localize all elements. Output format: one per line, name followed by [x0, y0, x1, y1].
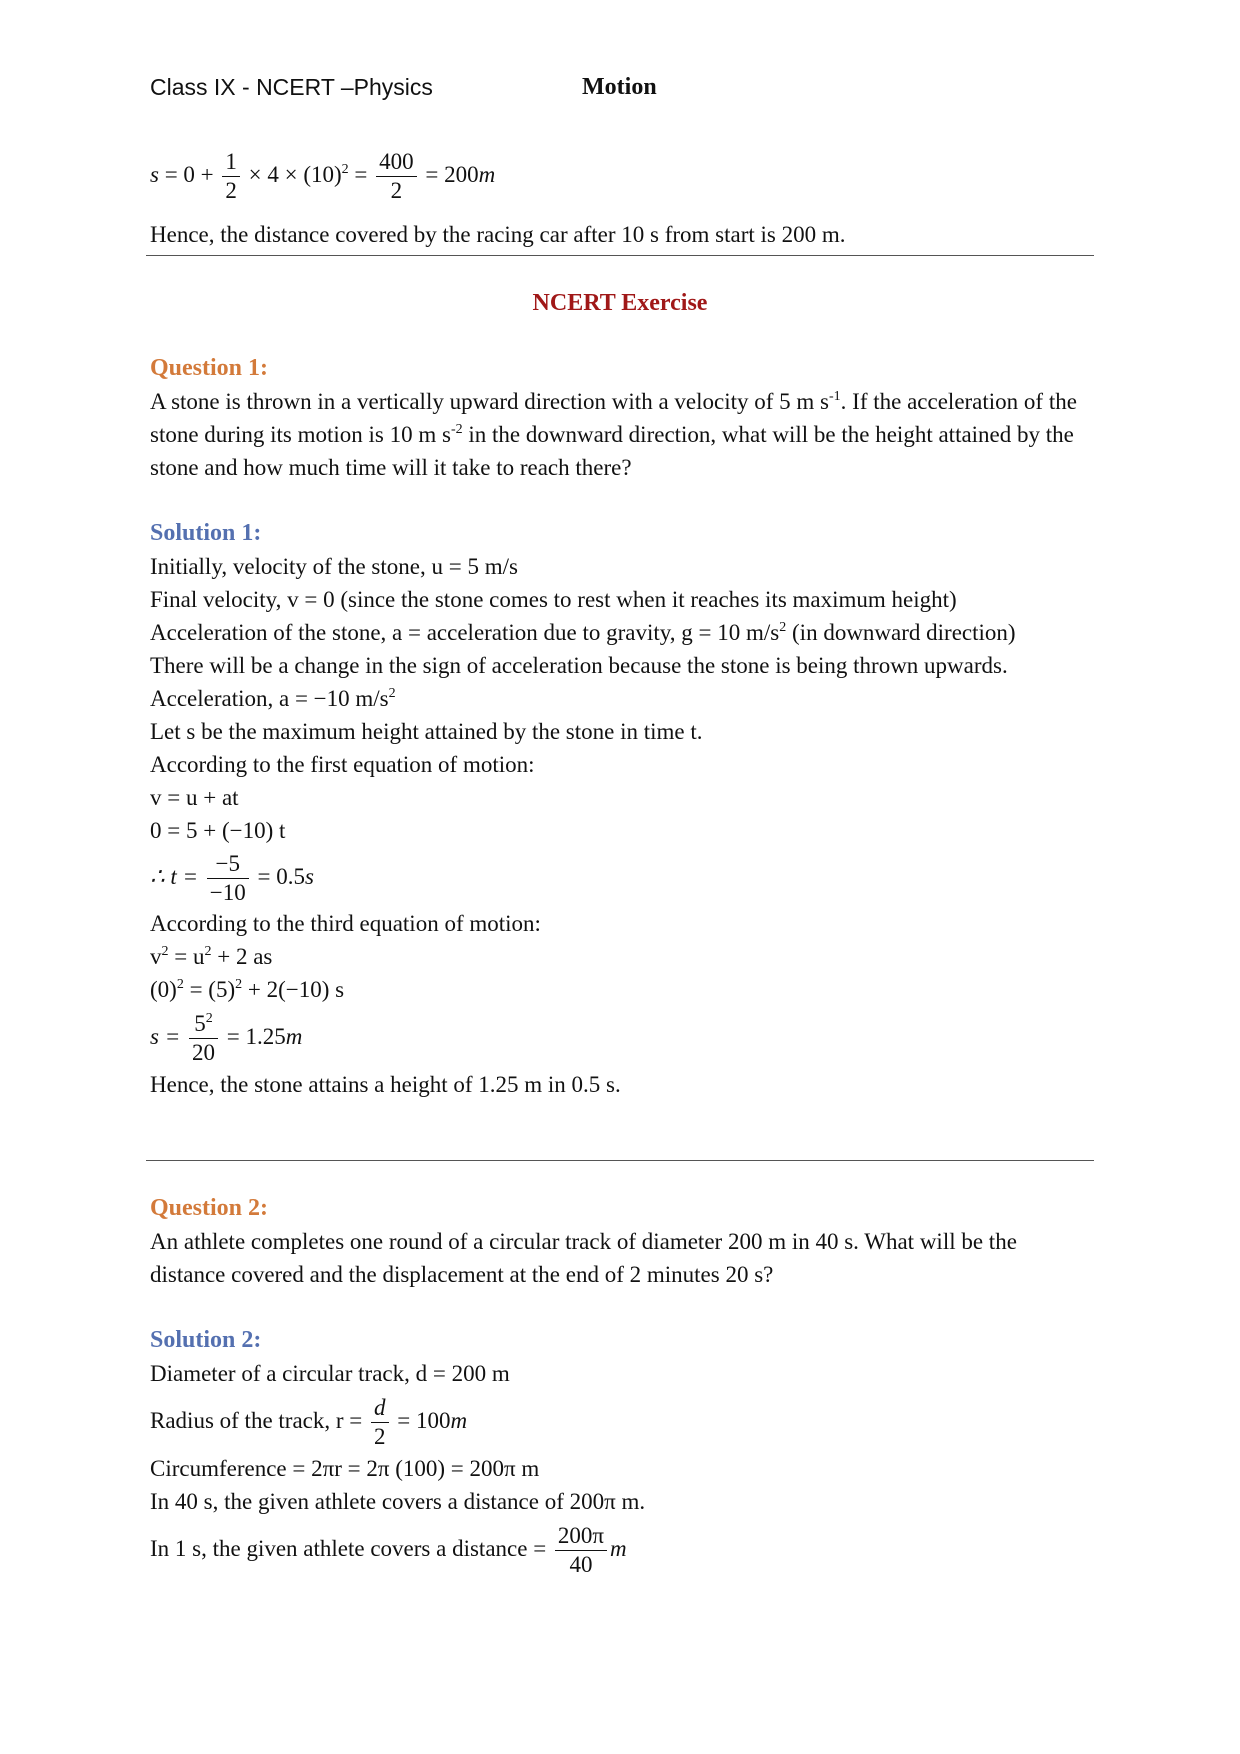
solution-line: $(0)^2 = (5)^2 + 2(-10)$ s: [150, 977, 345, 1003]
solution-line: Final velocity, v = 0 (since the stone comes to rest when it reaches its maximum height): [150, 587, 957, 612]
fraction-distance: $\frac{200\pi}{40}$: [555, 1522, 607, 1579]
solution-line: According to the first equation of motion:: [150, 752, 535, 777]
solution-2: [150, 1324, 1095, 1580]
solution-1: [150, 517, 1095, 1101]
solution-line: 0 = 5 + (−10) t: [150, 818, 286, 843]
eq-lhs: s: [150, 161, 159, 187]
divider: [146, 1160, 1094, 1161]
eq-result: = 200: [425, 161, 479, 187]
eq-part: × 4 × (10): [248, 161, 342, 187]
eq-part: = 0 +: [164, 161, 214, 187]
question-2-heading: Question 2:: [150, 1195, 269, 1221]
height-equation: s = $\frac{5^2}{20}$ = 1.25m: [150, 1011, 303, 1066]
question-1-text: A stone is thrown in a vertically upward direction with a velocity of 5 m $s^{-1}$. If the acceleration of the stone during its motion is 10 m $s^{-2}$ in the downward direction, what will be the height attained by the stone and how much time will it take to reach there?: [150, 389, 1077, 480]
solution-line: Initially, velocity of the stone, u = 5 m/s: [150, 554, 518, 579]
fraction-half: $\frac{1}{2}$: [222, 148, 240, 205]
solution-line: Circumference = 2πr = 2π (100) = 200π m: [150, 1456, 540, 1481]
solution-line: v = u + at: [150, 785, 239, 810]
fraction-height: $\frac{5^2}{20}$: [189, 1010, 218, 1067]
solution-line: According to the third equation of motion:: [150, 911, 541, 937]
solution-2-heading: Solution 2:: [150, 1327, 262, 1353]
header-chapter-title: Motion: [582, 74, 657, 100]
divider: [146, 255, 1094, 256]
header-class-label: Class IX - NCERT –Physics: [150, 74, 433, 100]
solution-1-conclusion: Hence, the stone attains a height of 1.25 m in 0.5 s.: [150, 1072, 621, 1098]
solution-line: $v^2 = u^2 + 2$ as: [150, 944, 273, 970]
section-title: NCERT Exercise: [532, 290, 708, 316]
time-equation: ∴ t = $\frac{-5}{-10}$ = 0.5s: [150, 851, 314, 906]
top-conclusion-block: [150, 218, 1095, 251]
solution-line: There will be a change in the sign of acceleration because the stone is being thrown upwards.: [150, 653, 1008, 678]
distance-per-second-equation: In 1 s, the given athlete covers a distance = $\frac{200\pi}{40}$ m: [150, 1523, 627, 1578]
solution-line: Acceleration, a = −10 $m/s^2$: [150, 686, 396, 711]
fraction-radius: $\frac{d}{2}$: [371, 1394, 389, 1451]
fraction-400-2: $\frac{400}{2}$: [376, 148, 417, 205]
top-conclusion: Hence, the distance covered by the racing car after 10 s from start is 200 m.: [150, 222, 846, 247]
question-2: [150, 1192, 1095, 1291]
solution-line: Diameter of a circular track, d = 200 m: [150, 1361, 510, 1386]
question-1-heading: Question 1:: [150, 355, 269, 381]
solution-1-heading: Solution 1:: [150, 520, 262, 546]
question-2-text: An athlete completes one round of a circular track of diameter 200 m in 40 s. What will be the distance covered and the displacement at the end of 2 minutes 20 s?: [150, 1229, 1017, 1287]
solution-line: Acceleration of the stone, a = acceleration due to gravity, g = 10 $m/s^2$ (in downward direction): [150, 620, 1016, 645]
fraction-time: $\frac{-5}{-10}$: [207, 850, 249, 907]
top-equation: s = 0 + $\frac{1}{2}$ × $4 \times (10)^2$ = $\frac{400}{2}$ = 200m: [150, 149, 496, 203]
eq-part: =: [354, 161, 368, 187]
solution-line: Let s be the maximum height attained by the stone in time t.: [150, 719, 703, 744]
question-1: [150, 352, 1095, 484]
radius-equation: Radius of the track, r = $\frac{d}{2}$ = 100m: [150, 1395, 468, 1450]
solution-line: In 40 s, the given athlete covers a distance of 200π m.: [150, 1489, 646, 1514]
